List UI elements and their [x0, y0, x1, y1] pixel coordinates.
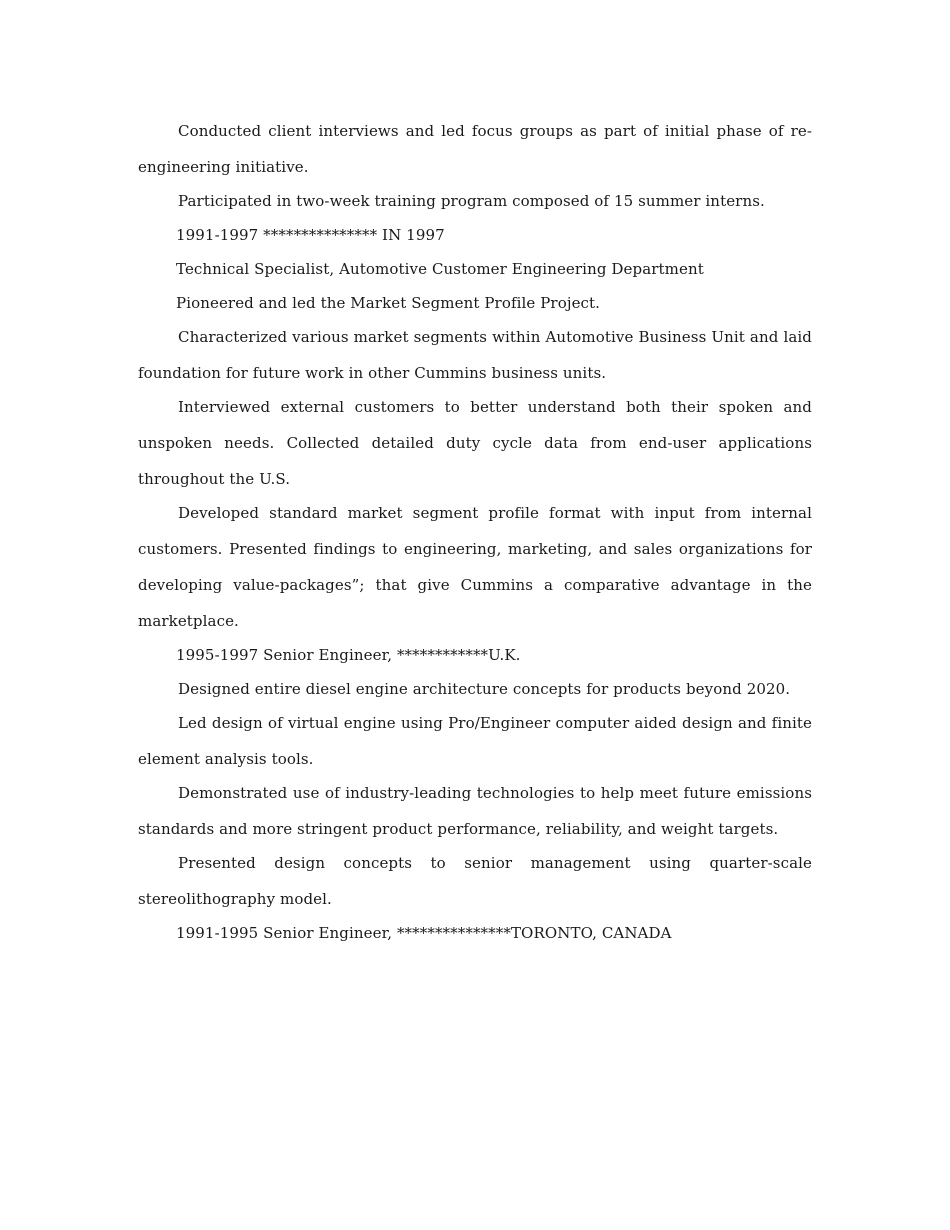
job-heading-1995-1997: 1995-1997 Senior Engineer, ************U.K. [176, 646, 521, 664]
paragraph-training-program: Participated in two-week training program composed of 15 summer interns. [178, 192, 765, 210]
job-heading-1991-1997: 1991-1997 *************** IN 1997 [176, 226, 445, 244]
paragraph-client-interviews: Conducted client interviews and led focus groups as part of initial phase of re-engineering initiative. [138, 122, 812, 176]
paragraph-virtual-engine: Led design of virtual engine using Pro/Engineer computer aided design and finite element analysis tools. [138, 714, 812, 768]
job-title-technical-specialist: Technical Specialist, Automotive Customer Engineering Department [176, 260, 704, 278]
paragraph-market-segment-project: Pioneered and led the Market Segment Profile Project. [176, 294, 601, 312]
paragraph-design-concepts: Presented design concepts to senior management using quarter-scale stereolithography model. [138, 854, 812, 908]
document-body [138, 113, 812, 949]
paragraph-industry-technologies: Demonstrated use of industry-leading technologies to help meet future emissions standards and more stringent product performance, reliability, and weight targets. [138, 784, 812, 838]
paragraph-external-customers: Interviewed external customers to better understand both their spoken and unspoken needs. Collected detailed duty cycle data from end-user applications throughout the U.S. [138, 398, 812, 488]
paragraph-market-segments: Characterized various market segments within Automotive Business Unit and laid foundation for future work in other Cummins business units. [138, 328, 812, 382]
job-heading-1991-1995: 1991-1995 Senior Engineer, ***************TORONTO, CANADA [176, 924, 672, 942]
paragraph-profile-format: Developed standard market segment profile format with input from internal customers. Presented findings to engineering, marketing, and sales organizations for developing value-packages”; that give Cummins a comparative advantage in the marketplace. [138, 504, 812, 630]
paragraph-engine-architecture: Designed entire diesel engine architecture concepts for products beyond 2020. [178, 680, 791, 698]
